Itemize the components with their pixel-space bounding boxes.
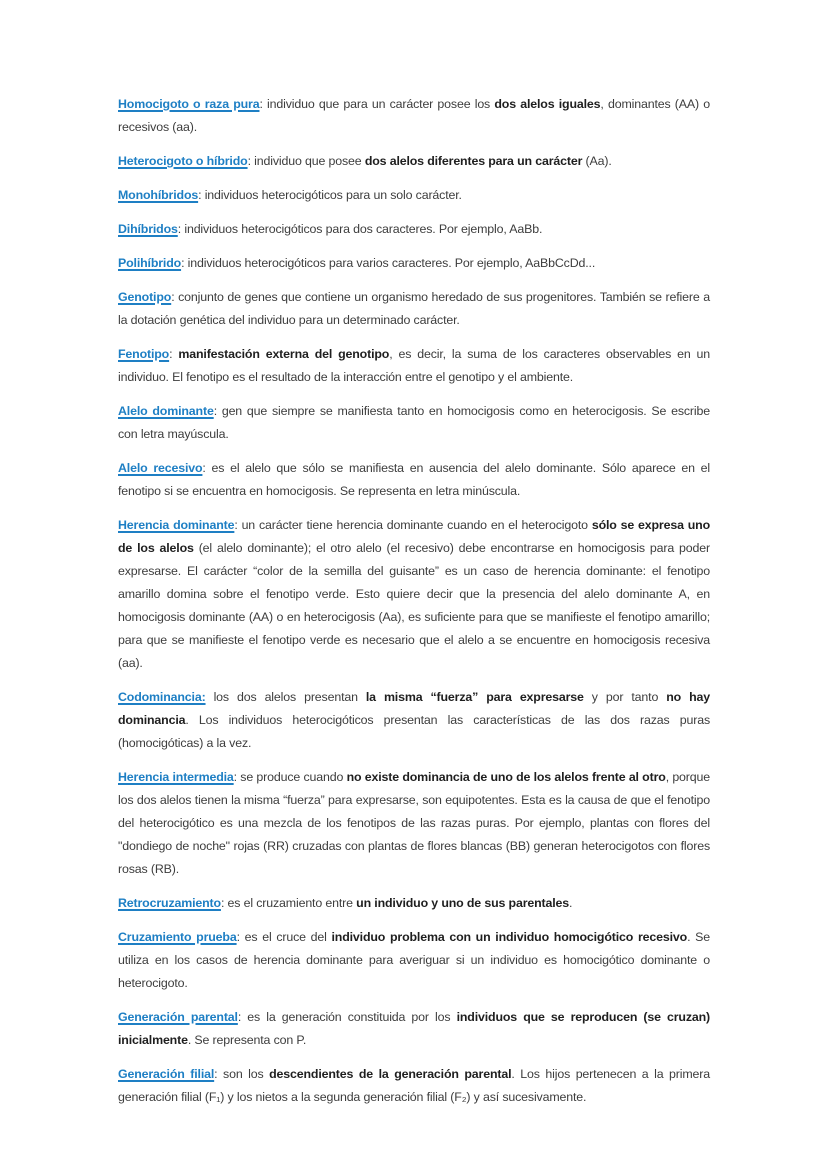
definition-body <box>198 188 462 202</box>
definition-text: : es la generación constituida por los <box>237 1010 457 1024</box>
definition-bold-text: la misma “fuerza” para expresarse <box>365 690 584 704</box>
definition-text: . Los individuos heterocigóticos presentan las características de las dos razas puras (homocigóticas) a la vez. <box>118 713 710 750</box>
definition-text: y por tanto <box>583 690 667 704</box>
definition-bold-text: dos alelos diferentes para un carácter <box>364 154 583 168</box>
term-heading: Genotipo <box>118 290 172 304</box>
definition-bold-text: sólo se expresa uno de los alelos <box>118 518 710 555</box>
definition-paragraph <box>118 218 710 241</box>
definition-text: : individuos heterocigóticos para varios caracteres. Por ejemplo, AaBbCcDd... <box>181 256 596 270</box>
term-heading: Retrocruzamiento <box>118 896 221 910</box>
term-heading: Alelo dominante <box>118 404 214 418</box>
definition-text: : es el cruzamiento entre <box>220 896 357 910</box>
term-heading: Polihíbrido <box>118 256 182 270</box>
definition-paragraph <box>118 1006 710 1052</box>
term-heading: Codominancia: <box>118 690 206 704</box>
term-heading: Monohíbridos <box>118 188 199 202</box>
definition-text: los dos alelos presentan <box>205 690 366 704</box>
definition-body <box>118 347 710 384</box>
definition-body <box>118 518 710 670</box>
definition-paragraph <box>118 766 710 881</box>
definition-bold-text: no hay dominancia <box>118 690 710 727</box>
definition-body <box>248 154 612 168</box>
definition-bold-text: descendientes de la generación parental <box>269 1067 512 1081</box>
definition-body <box>118 461 710 498</box>
definition-body <box>178 222 542 236</box>
definition-text: : individuo que para un carácter posee los <box>259 97 495 111</box>
term-heading: Heterocigoto o híbrido <box>118 154 248 168</box>
definition-text: (Aa). <box>582 154 612 168</box>
term-heading: Alelo recesivo <box>118 461 203 475</box>
definition-text: : <box>169 347 179 361</box>
definition-body <box>221 896 572 910</box>
definition-body <box>118 290 710 327</box>
definition-text: : gen que siempre se manifiesta tanto en homocigosis como en heterocigosis. Se escribe con letra mayúscula. <box>118 404 710 441</box>
definition-bold-text: individuo problema con un individuo homocigótico recesivo <box>331 930 688 944</box>
definition-paragraph <box>118 686 710 755</box>
definition-text: , porque los dos alelos tienen la misma “fuerza” para expresarse, son equipotentes. Esta es la causa de que el fenotipo del heterocigótico es una mezcla de los fenotipos de las razas puras. Por ejemplo, plantas con flores del "dondiego de noche" rojas (RR) cruzadas con plantas de flores blancas (BB) generan heterocigotos con flores rosas (RB). <box>118 770 710 876</box>
definition-paragraph <box>118 184 710 207</box>
definitions-list <box>118 93 710 1120</box>
definition-bold-text: dos alelos iguales <box>494 97 601 111</box>
definition-paragraph <box>118 1063 710 1109</box>
definition-text: . Se representa con P. <box>187 1033 307 1047</box>
definition-paragraph <box>118 286 710 332</box>
definition-text: : conjunto de genes que contiene un organismo heredado de sus progenitores. También se refiere a la dotación genética del individuo para un determinado carácter. <box>118 290 710 327</box>
definition-text: . Los hijos pertenecen a la primera generación filial (F₁) y los nietos a la segunda generación filial (F₂) y así sucesivamente. <box>118 1067 710 1104</box>
definition-text: : son los <box>214 1067 270 1081</box>
definition-body <box>118 770 710 876</box>
term-heading: Herencia dominante <box>118 518 235 532</box>
definition-bold-text: manifestación externa del genotipo <box>178 347 390 361</box>
definition-text: , dominantes (AA) o recesivos (aa). <box>118 97 711 134</box>
definition-paragraph <box>118 252 710 275</box>
definition-paragraph <box>118 892 710 915</box>
definition-paragraph <box>118 150 710 173</box>
definition-text: : individuo que posee <box>247 154 365 168</box>
definition-text: : se produce cuando <box>233 770 347 784</box>
definition-paragraph <box>118 926 710 995</box>
definition-body <box>118 690 710 750</box>
definition-text: : individuos heterocigóticos para dos caracteres. Por ejemplo, AaBb. <box>177 222 543 236</box>
term-heading: Herencia intermedia <box>118 770 234 784</box>
definition-text: (el alelo dominante); el otro alelo (el recesivo) debe encontrarse en homocigosis para poder expresarse. El carácter “color de la semilla del guisante” es un caso de herencia dominante: el fenotipo amarillo domina sobre el fenotipo verde. Esto quiere decir que la presencia del alelo dominante A, en homocigosis dominante (AA) o en heterocigosis (Aa), es suficiente para que se manifieste el fenotipo amarillo; para que se manifieste el fenotipo verde es necesario que el alelo a se encuentre en homocigosis recesiva (aa). <box>118 541 710 670</box>
definition-text: . Se utiliza en los casos de herencia dominante para averiguar si un individuo es homocigótico dominante o heterocigoto. <box>118 930 710 990</box>
definition-text: : un carácter tiene herencia dominante cuando en el heterocigoto <box>234 518 592 532</box>
term-heading: Fenotipo <box>118 347 170 361</box>
term-heading: Generación parental <box>118 1010 238 1024</box>
definition-bold-text: no existe dominancia de uno de los alelos frente al otro <box>346 770 666 784</box>
definition-text: , es decir, la suma de los caracteres observables en un individuo. El fenotipo es el resultado de la interacción entre el genotipo y el ambiente. <box>118 347 710 384</box>
term-heading: Homocigoto o raza pura <box>118 97 260 111</box>
definition-paragraph <box>118 400 710 446</box>
definition-bold-text: un individuo y uno de sus parentales <box>356 896 570 910</box>
definition-paragraph <box>118 93 710 139</box>
definition-paragraph <box>118 514 710 675</box>
definition-text: : es el alelo que sólo se manifiesta en ausencia del alelo dominante. Sólo aparece en el fenotipo si se encuentra en homocigosis. Se representa en letra minúscula. <box>118 461 710 498</box>
term-heading: Dihíbridos <box>118 222 178 236</box>
definition-bold-text: individuos que se reproducen (se cruzan) inicialmente <box>118 1010 711 1047</box>
definition-body <box>181 256 595 270</box>
term-heading: Generación filial <box>118 1067 215 1081</box>
term-heading: Cruzamiento prueba <box>118 930 237 944</box>
definition-text: : es el cruce del <box>236 930 332 944</box>
definition-paragraph <box>118 457 710 503</box>
definition-paragraph <box>118 343 710 389</box>
definition-text: : individuos heterocigóticos para un solo carácter. <box>198 188 462 202</box>
definition-text: . <box>569 896 573 910</box>
